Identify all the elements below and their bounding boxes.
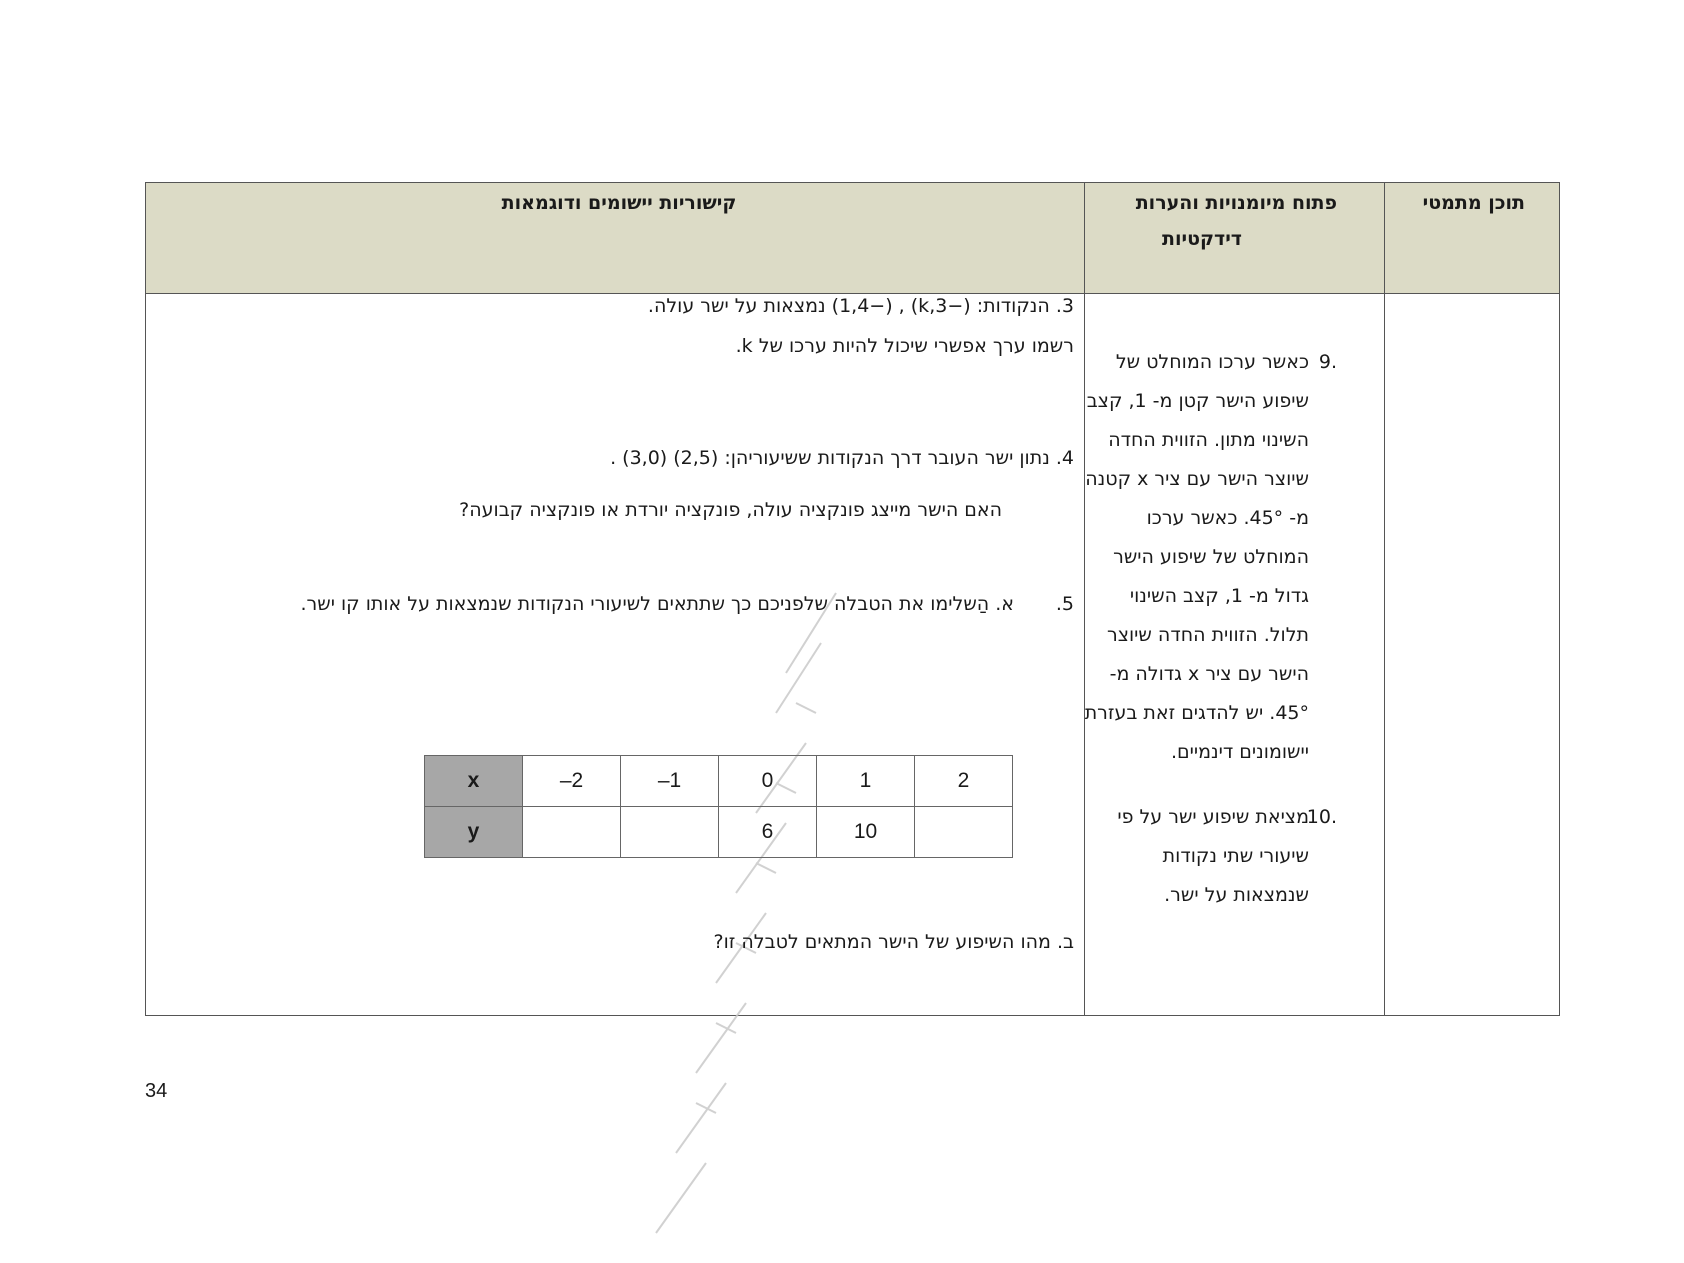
header-skills-line2: דידקטיות [1162, 228, 1242, 250]
exercise-5a: א. הַשלימו את הטבלה שלפניכם כך שתתאים לשיעורי הנקודות שנמצאות על אותו קו ישר. [300, 593, 1014, 615]
note-line: מ- 45°. כאשר ערכו [1146, 507, 1309, 529]
y-cell: 10 [817, 807, 915, 858]
y-cell [915, 807, 1013, 858]
note-line: מציאת שיפוע ישר על פי [1117, 806, 1309, 828]
note-line: שנמצאות על ישר. [1164, 884, 1309, 906]
table-row-y [425, 807, 1013, 858]
exercise-5b: ב. מהו השיפוע של הישר המתאים לטבלה זו? [713, 931, 1074, 953]
table-row-x [425, 756, 1013, 807]
applications-column [146, 293, 1084, 1015]
x-label: x [425, 756, 523, 807]
note-line: השינוי מתון. הזווית החדה [1108, 429, 1309, 451]
column-divider [1384, 183, 1385, 1015]
values-table [424, 755, 1013, 858]
exercise-4-statement: 4. נתון ישר העובר דרך הנקודות ששיעוריהן: (2,5) (3,0) . [610, 447, 1074, 469]
exercise-5-number: 5. [1055, 593, 1074, 615]
x-cell: 2 [915, 756, 1013, 807]
exercise-4-question: האם הישר מייצג פונקציה עולה, פונקציה יורדת או פונקציה קבועה? [459, 499, 1002, 521]
note-line: שיפוע הישר קטן מ- 1, קצב [1086, 390, 1309, 412]
y-cell: 6 [719, 807, 817, 858]
note-number: .10 [1306, 806, 1337, 828]
header-math-content: תוכן מתמטי [1422, 192, 1525, 214]
note-line: תלול. הזווית החדה שיוצר [1107, 624, 1309, 646]
header-skills-development [1087, 185, 1337, 257]
x-cell: –1 [621, 756, 719, 807]
note-line: שיעורי שתי נקודות [1162, 845, 1309, 867]
note-line: יישומונים דינמיים. [1170, 741, 1309, 763]
y-label: y [425, 807, 523, 858]
x-cell: 1 [817, 756, 915, 807]
note-line: כאשר ערכו המוחלט של [1115, 351, 1309, 373]
header-applications: קישוריות יישומים ודוגמאות [501, 192, 737, 214]
note-line: הישר עם ציר x גדולה מ- [1109, 663, 1309, 685]
y-cell [621, 807, 719, 858]
exercise-3-statement: 3. הנקודות: (−3,k) , (−1,4) נמצאות על ישר עולה. [647, 295, 1074, 317]
x-cell: –2 [523, 756, 621, 807]
note-number: .9 [1318, 351, 1337, 373]
note-line: 45°. יש להדגים זאת בעזרת [1084, 702, 1309, 724]
note-line: המוחלט של שיפוע הישר [1113, 546, 1309, 568]
note-text [1079, 343, 1309, 772]
curriculum-table [145, 182, 1560, 1016]
header-skills-line1: פתוח מיומנויות והערות [1135, 192, 1337, 214]
note-line: גדול מ- 1, קצב השינוי [1129, 585, 1309, 607]
y-cell [523, 807, 621, 858]
page-number: 34 [145, 1080, 168, 1102]
note-text [1079, 798, 1309, 915]
note-line: שיוצר הישר עם ציר x קטנה [1085, 468, 1309, 490]
watermark-icon [636, 583, 856, 1263]
x-cell: 0 [719, 756, 817, 807]
exercise-3-question: רשמו ערך אפשרי שיכול להיות ערכו של k. [735, 335, 1074, 357]
